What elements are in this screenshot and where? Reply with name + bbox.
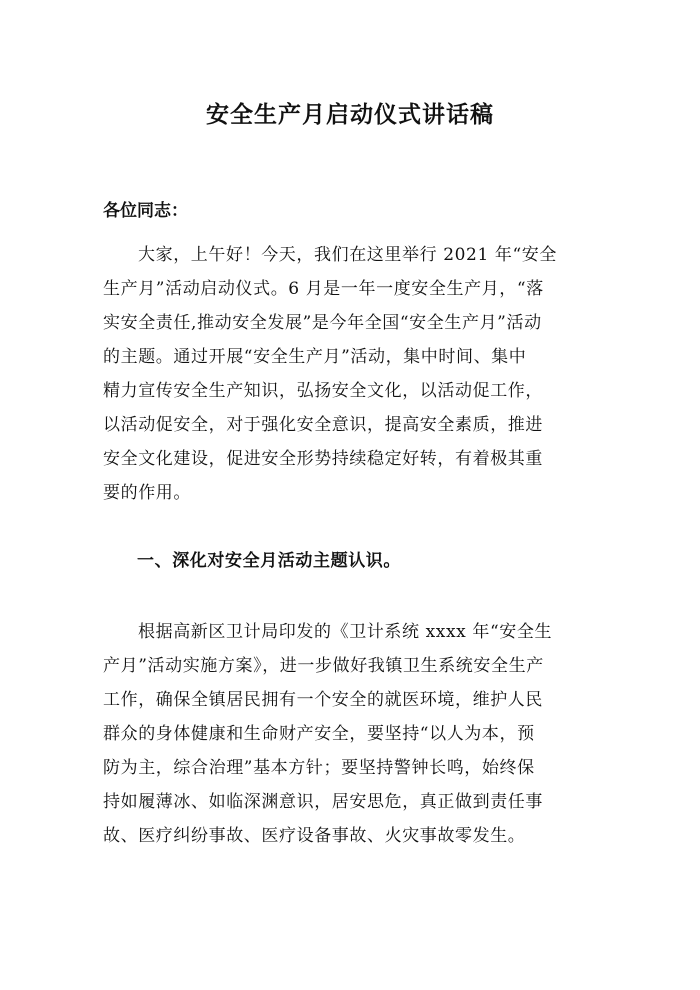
document-title: 安全生产月启动仪式讲话稿 xyxy=(206,102,494,128)
paragraph-line: 要的作用。 xyxy=(103,483,191,503)
paragraph-line: 产月”活动实施方案》，进一步做好我镇卫生系统安全生产 xyxy=(103,656,544,676)
paragraph-line: 群众的身体健康和生命财产安全，要坚持“以人为本，预 xyxy=(103,724,535,744)
salutation: 各位同志： xyxy=(103,201,188,221)
section-paragraph xyxy=(103,615,611,853)
intro-paragraph xyxy=(103,238,611,510)
paragraph-line: 实安全责任,推动安全发展”是今年全国“安全生产月”活动 xyxy=(103,313,542,333)
paragraph-line: 持如履薄冰、如临深渊意识，居安思危，真正做到责任事 xyxy=(103,792,543,812)
paragraph-line: 防为主，综合治理”基本方针；要坚持警钟长鸣，始终保 xyxy=(103,758,535,778)
paragraph-line: 精力宣传安全生产知识，弘扬安全文化，以活动促工作， xyxy=(103,381,543,401)
paragraph-line: 工作，确保全镇居民拥有一个安全的就医环境，维护人民 xyxy=(103,690,543,710)
section-heading: 一、深化对安全月活动主题认识。 xyxy=(137,551,401,571)
paragraph-line: 安全文化建设，促进安全形势持续稳定好转，有着极其重 xyxy=(103,449,543,469)
paragraph-line: 根据高新区卫计局印发的《卫计系统 xxxx 年“安全生 xyxy=(138,622,553,642)
paragraph-line: 以活动促安全，对于强化安全意识，提高安全素质，推进 xyxy=(103,415,543,435)
paragraph-line: 故、医疗纠纷事故、医疗设备事故、火灾事故零发生。 xyxy=(103,826,526,846)
paragraph-line: 的主题。通过开展“安全生产月”活动，集中时间、集中 xyxy=(103,347,527,367)
paragraph-line: 生产月”活动启动仪式。6 月是一年一度安全生产月，“落 xyxy=(103,279,544,299)
paragraph-line: 大家，上午好！今天，我们在这里举行 2021 年“安全 xyxy=(138,245,557,265)
